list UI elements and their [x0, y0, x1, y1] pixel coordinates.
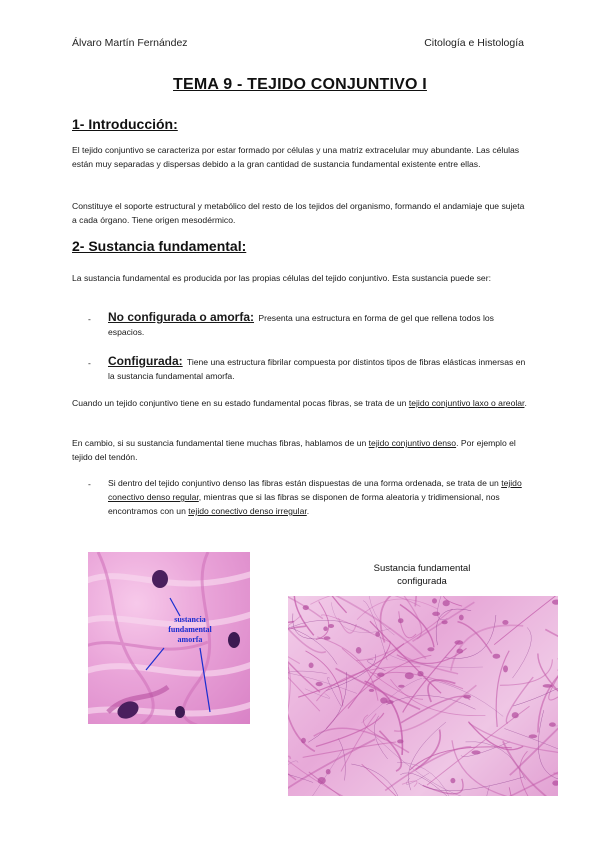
- caption-line-1: Sustancia fundamental: [373, 563, 471, 574]
- fiber: [458, 622, 492, 654]
- loose-tissue-paragraph: [72, 396, 528, 410]
- cell-nucleus: [529, 734, 538, 738]
- cell-nucleus: [398, 685, 404, 688]
- fiber: [309, 772, 377, 796]
- fiber: [300, 749, 343, 796]
- cell-nucleus: [386, 700, 394, 704]
- cell-nucleus: [377, 673, 384, 677]
- section-heading-ground-substance: 2- Sustancia fundamental:: [72, 238, 247, 254]
- fiber: [394, 685, 476, 731]
- caption-line-2: configurada: [397, 576, 447, 587]
- cell-nucleus: [503, 665, 508, 672]
- intro-paragraph-1: El tejido conjuntivo se caracteriza por estar formado por células y una matriz extracelular muy abundante. Las células están muy separadas y dispersas debido a la gran cantidad de sustancia fundamental existente entre ellas.: [72, 145, 520, 169]
- dense-types-text-3: .: [306, 506, 310, 516]
- cell-nucleus: [493, 654, 501, 659]
- fiber: [469, 723, 558, 752]
- cell-nucleus: [323, 626, 328, 631]
- cell-nucleus: [432, 598, 437, 603]
- cell-nucleus: [356, 647, 362, 654]
- cell-nucleus: [309, 663, 314, 669]
- fiber: [293, 614, 323, 639]
- header-author: Álvaro Martín Fernández: [72, 37, 188, 49]
- term-dense-irregular: tejido conectivo denso irregular: [188, 506, 307, 516]
- cell-nucleus: [450, 778, 455, 783]
- list-item-amorphous: [108, 310, 528, 339]
- dense-text-after: . Por ejemplo el tejido del tendón.: [72, 438, 516, 462]
- fiber: [308, 672, 347, 742]
- loose-text-after: .: [524, 398, 527, 408]
- term-dense-tissue: tejido conjuntivo denso: [368, 438, 457, 448]
- ground-substance-intro: La sustancia fundamental es producida por las propias células del tejido conjuntivo. Esta sustancia puede ser:: [72, 273, 491, 283]
- text-configured: Tiene una estructura fibrilar compuesta por distintos tipos de fibras elásticas inmersas en la sustancia fundamental amorfa.: [108, 357, 526, 381]
- fiber: [468, 722, 523, 750]
- cell-nucleus: [303, 605, 309, 610]
- term-configured: Configurada:: [108, 354, 183, 368]
- micrograph-amorphous-substance: [88, 552, 250, 724]
- intro-paragraph-2: Constituye el soporte estructural y metabólico del resto de los tejidos del organismo, formando el andamiaje que sujeta a cada órgano. Tiene origen mesodérmico.: [72, 201, 525, 225]
- cell-nucleus: [324, 636, 331, 640]
- list-item-configured: [108, 354, 528, 383]
- fiber: [423, 678, 503, 717]
- fiber: [397, 762, 455, 796]
- cell-nucleus: [398, 618, 404, 623]
- fiber: [288, 620, 326, 653]
- fiber: [451, 625, 523, 670]
- header-subject: Citología e Histología: [424, 37, 524, 49]
- cell-nucleus: [175, 706, 185, 718]
- cell-nucleus: [454, 640, 463, 644]
- cell-nucleus: [326, 769, 331, 774]
- cell-nucleus: [457, 649, 464, 654]
- figure-caption-configured: [330, 562, 514, 588]
- cell-nucleus: [417, 671, 423, 676]
- fiber: [298, 644, 404, 698]
- fiber: [494, 596, 558, 645]
- cell-nucleus: [549, 722, 556, 726]
- cell-nucleus: [432, 612, 440, 616]
- text-amorphous: Presenta una estructura en forma de gel que rellena todos los espacios.: [108, 313, 494, 337]
- cell-nucleus: [328, 624, 334, 628]
- cell-nucleus: [228, 632, 240, 648]
- fiber: [357, 599, 437, 620]
- label-line-3: amorfa: [177, 635, 203, 644]
- cell-nucleus: [301, 738, 306, 744]
- bullet-marker: -: [88, 314, 91, 324]
- cell-nucleus: [442, 620, 448, 624]
- fiber: [341, 714, 376, 772]
- fiber: [351, 764, 404, 796]
- micrograph-configured-substance: [288, 596, 558, 796]
- cell-nucleus: [369, 689, 374, 692]
- cell-nucleus: [375, 632, 380, 637]
- cell-nucleus: [443, 600, 450, 606]
- term-dense-regular: tejido conectivo denso regular: [108, 478, 522, 502]
- fiber: [406, 773, 429, 784]
- bullet-marker: -: [88, 479, 91, 489]
- fiber: [316, 667, 420, 702]
- dense-types-text-2: , mientras que si las fibras se disponen de forma aleatoria y tridimensional, nos encontramos con un: [108, 492, 500, 516]
- fiber: [380, 596, 410, 643]
- dense-types-text-1: Si dentro del tejido conjuntivo denso las fibras están dispuestas de una forma ordenada, se trata de un: [108, 478, 502, 488]
- fiber: [310, 596, 420, 607]
- cell-nucleus: [459, 615, 464, 621]
- fiber: [513, 627, 532, 678]
- cell-nucleus: [512, 712, 519, 718]
- fiber: [401, 696, 470, 722]
- dense-text-before: En cambio, si su sustancia fundamental tiene muchas fibras, hablamos de un: [72, 438, 369, 448]
- fiber: [338, 738, 345, 780]
- micrograph-amorphous-svg: [88, 552, 250, 724]
- cell-nucleus: [502, 620, 508, 625]
- label-line-2: fundamental: [168, 625, 212, 634]
- label-line-1: sustancia: [174, 615, 206, 624]
- cell-nucleus: [405, 672, 414, 679]
- fiber: [288, 624, 337, 665]
- fiber: [306, 651, 343, 707]
- term-amorphous: No configurada o amorfa:: [108, 310, 255, 324]
- cell-nucleus: [463, 695, 471, 699]
- bullet-marker: -: [88, 358, 91, 368]
- dense-tissue-paragraph: [72, 436, 528, 464]
- fiber: [316, 713, 384, 747]
- fiber: [399, 596, 422, 639]
- list-item-dense-types: [108, 476, 528, 518]
- term-loose-tissue: tejido conjuntivo laxo o areolar: [408, 398, 525, 408]
- cell-nucleus: [543, 684, 553, 688]
- micrograph-configured-svg: [288, 596, 558, 796]
- section-heading-introduction: 1- Introducción:: [72, 116, 178, 132]
- cell-nucleus: [318, 777, 326, 784]
- cell-nucleus: [397, 739, 403, 743]
- fiber: [288, 729, 361, 796]
- page-title: TEMA 9 - TEJIDO CONJUNTIVO I: [173, 76, 427, 93]
- cell-nucleus: [552, 780, 558, 785]
- fiber: [504, 756, 558, 796]
- cell-nucleus: [152, 570, 168, 588]
- cell-nucleus: [427, 647, 434, 651]
- cell-nucleus: [471, 750, 480, 754]
- fiber: [379, 731, 401, 771]
- fiber: [384, 652, 483, 668]
- cell-nucleus: [552, 600, 558, 605]
- cell-nucleus: [316, 682, 323, 686]
- loose-text-before: Cuando un tejido conjuntivo tiene en su estado fundamental pocas fibras, se trata de un: [72, 398, 409, 408]
